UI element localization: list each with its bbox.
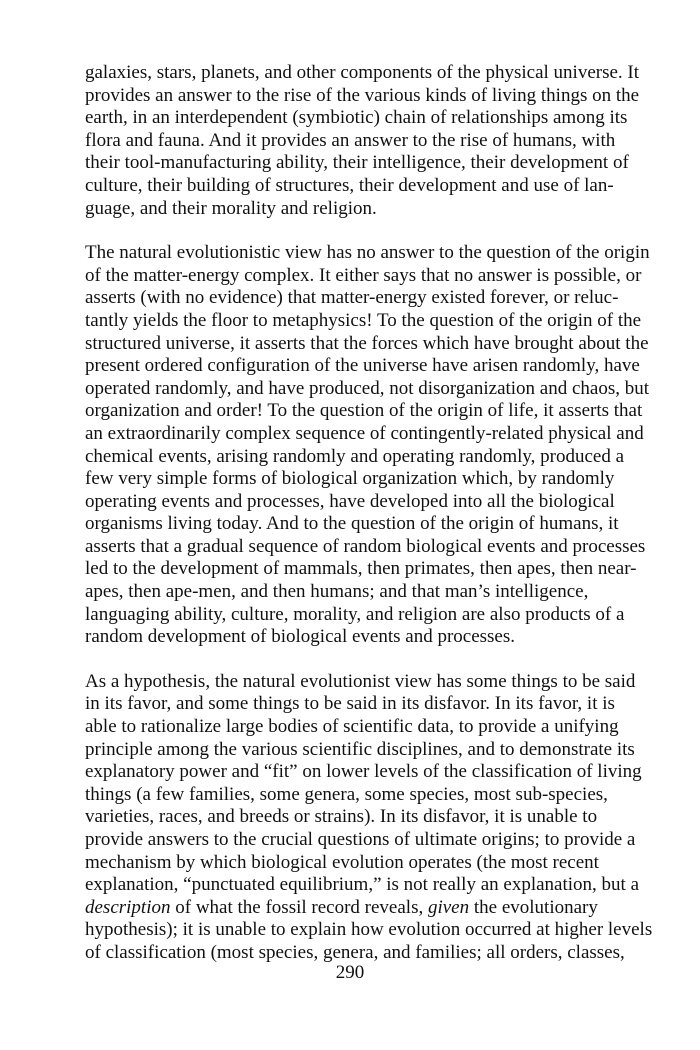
text-line: of classification (most species, genera, and families; all orders, classes, <box>85 941 625 963</box>
page-number: 290 <box>335 962 365 983</box>
text-line: varieties, races, and breeds or strains). In its disfavor, it is unable to <box>85 806 598 828</box>
text-line: operating events and processes, have developed into all the biological <box>85 490 615 512</box>
italic-term-given: given <box>427 896 470 918</box>
body-text <box>85 62 653 987</box>
text-line: things (a few families, some genera, some species, most sub-species, <box>85 783 608 805</box>
text-line: tantly yields the floor to metaphysics! To the question of the origin of the <box>85 309 642 331</box>
text-line: asserts (with no evidence) that matter-energy existed forever, or reluc- <box>85 287 619 309</box>
text-line: apes, then ape-men, and then humans; and that man’s intelligence, <box>85 581 589 603</box>
text-line: principle among the various scientific disciplines, and to demonstrate its <box>85 738 635 760</box>
text-line: few very simple forms of biological organization which, by randomly <box>85 468 615 490</box>
text-fragment: the evolutionary <box>469 896 598 918</box>
text-line: The natural evolutionistic view has no answer to the question of the origin <box>85 242 650 264</box>
text-line: structured universe, it asserts that the forces which have brought about the <box>85 332 649 354</box>
text-line-mixed <box>85 897 645 920</box>
text-line: an extraordinarily complex sequence of contingently-related physical and <box>85 422 644 444</box>
text-line: of the matter-energy complex. It either says that no answer is possible, or <box>85 264 642 286</box>
text-line: mechanism by which biological evolution operates (the most recent <box>85 851 599 873</box>
text-line: their tool-manufacturing ability, their intelligence, their development of <box>85 152 629 174</box>
italic-term-description: description <box>85 896 171 918</box>
paragraph-2 <box>85 242 650 649</box>
text-line: chemical events, arising randomly and operating randomly, produced a <box>85 445 625 467</box>
text-line: provide answers to the crucial questions of ultimate origins; to provide a <box>85 829 636 850</box>
text-line: organization and order! To the question of the origin of life, it asserts that <box>85 400 643 422</box>
text-line: flora and fauna. And it provides an answer to the rise of humans, with <box>85 129 616 151</box>
text-line: operated randomly, and have produced, not disorganization and chaos, but <box>85 377 650 399</box>
text-line: in its favor, and some things to be said in its disfavor. In its favor, it is <box>85 693 615 715</box>
text-line: random development of biological events and processes. <box>85 626 516 648</box>
text-line: languaging ability, culture, morality, and religion are also products of a <box>85 603 625 625</box>
text-line: As a hypothesis, the natural evolutionist view has some things to be said <box>85 670 636 692</box>
paragraph-3 <box>85 670 653 965</box>
text-line: provides an answer to the rise of the various kinds of living things on the <box>85 84 640 106</box>
text-line: galaxies, stars, planets, and other components of the physical universe. It <box>85 62 640 83</box>
text-line: culture, their building of structures, their development and use of lan- <box>85 174 614 196</box>
text-line: present ordered configuration of the universe have arisen randomly, have <box>85 355 640 377</box>
text-line: asserts that a gradual sequence of random biological events and processes <box>85 535 646 557</box>
text-line: explanation, “punctuated equilibrium,” is not really an explanation, but a <box>85 874 639 896</box>
text-line: guage, and their morality and religion. <box>85 197 377 219</box>
text-line: led to the development of mammals, then primates, then apes, then near- <box>85 558 637 580</box>
paragraph-1 <box>85 62 645 220</box>
text-line: organisms living today. And to the question of the origin of humans, it <box>85 513 619 535</box>
text-line: earth, in an interdependent (symbiotic) chain of relationships among its <box>85 107 628 129</box>
text-line: explanatory power and “fit” on lower levels of the classification of living <box>85 761 642 783</box>
text-line: hypothesis); it is unable to explain how evolution occurred at higher levels <box>85 919 653 941</box>
text-fragment: of what the fossil record reveals, <box>170 896 428 918</box>
text-line: able to rationalize large bodies of scientific data, to provide a unifying <box>85 716 619 738</box>
